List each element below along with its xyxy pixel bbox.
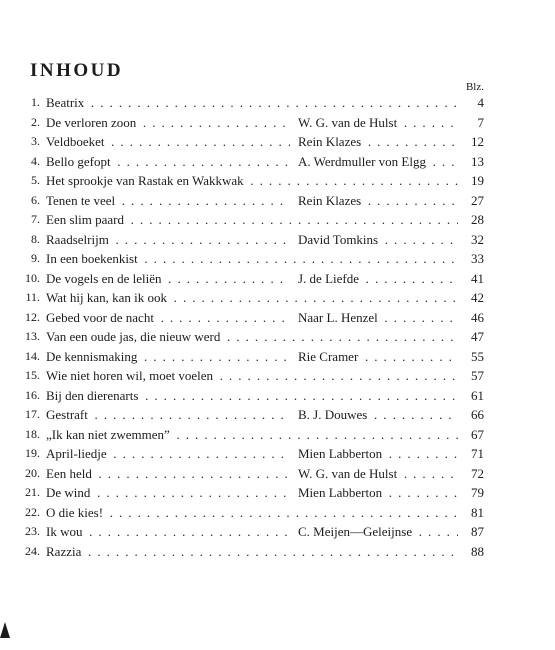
entry-number: 16. [25, 387, 40, 402]
entry-title-leader [46, 171, 458, 191]
entry-page-number: 33 [471, 251, 484, 266]
entry-author: W. G. van de Hulst [298, 114, 398, 130]
toc-entry [0, 152, 555, 172]
entry-title-leader [46, 347, 290, 367]
table-of-contents [0, 93, 555, 561]
entry-page-number: 7 [477, 114, 484, 130]
entry-title: Wat hij kan, kan ik ook [46, 290, 167, 305]
entry-title-leader [46, 542, 458, 562]
entry-page-number: 57 [471, 368, 484, 383]
toc-entry [0, 249, 555, 269]
entry-title: Raadselrijm [46, 231, 109, 247]
entry-title: Veldboeket [46, 134, 105, 149]
entry-title: De kennismaking [46, 348, 138, 364]
entry-title: Een held [46, 465, 92, 481]
entry-title-leader [46, 464, 290, 484]
entry-page-number: 32 [471, 231, 484, 247]
entry-number: 14. [25, 348, 40, 363]
entry-title-leader [46, 405, 290, 425]
entry-number: 23. [25, 524, 40, 538]
toc-entry [0, 171, 555, 191]
page-corner-mark [0, 622, 10, 638]
entry-title-leader [46, 113, 290, 133]
entry-title-leader [46, 327, 458, 347]
entry-author-leader [298, 405, 458, 425]
entry-title: O die kies! [46, 504, 104, 520]
entry-author: Rein Klazes [298, 134, 362, 149]
entry-number: 11. [25, 290, 40, 304]
entry-author: Mien Labberton [298, 485, 383, 500]
toc-entry [0, 503, 555, 523]
entry-title: Tenen te veel [46, 192, 116, 208]
entry-author-leader [298, 230, 458, 250]
entry-number: 6. [31, 192, 40, 207]
entry-number: 24. [25, 543, 40, 558]
entry-number: 2. [31, 114, 40, 129]
entry-title: „Ik kan niet zwemmen” [46, 426, 170, 442]
entry-author: Naar L. Henzel [298, 309, 378, 325]
entry-author-leader [298, 483, 458, 503]
entry-author-leader [298, 132, 458, 152]
entry-author-leader [298, 522, 458, 542]
entry-author-leader [298, 191, 458, 211]
entry-author-leader [298, 113, 458, 133]
entry-title-leader [46, 483, 290, 503]
entry-title: Bij den dierenarts [46, 387, 139, 403]
entry-page-number: 79 [471, 485, 484, 500]
entry-author: B. J. Douwes [298, 407, 368, 422]
entry-author: Rie Cramer [298, 348, 359, 364]
entry-page-number: 41 [471, 270, 484, 286]
entry-number: 20. [25, 465, 40, 480]
entry-title-leader [46, 191, 290, 211]
entry-title: Gestraft [46, 407, 88, 422]
entry-page-number: 42 [471, 290, 484, 305]
entry-title-leader [46, 386, 458, 406]
entry-page-number: 66 [471, 407, 484, 422]
entry-title-leader [46, 132, 290, 152]
toc-entry [0, 464, 555, 484]
entry-author: Rein Klazes [298, 192, 362, 208]
toc-entry [0, 230, 555, 250]
entry-page-number: 47 [471, 329, 484, 344]
entry-title: Beatrix [46, 95, 85, 110]
toc-entry [0, 522, 555, 542]
entry-title-leader [46, 503, 458, 523]
entry-number: 3. [31, 134, 40, 148]
entry-title-leader [46, 210, 458, 230]
entry-title: Het sprookje van Rastak en Wakkwak [46, 173, 244, 188]
toc-entry [0, 366, 555, 386]
entry-title: De verloren zoon [46, 114, 137, 130]
entry-page-number: 61 [471, 387, 484, 403]
entry-title-leader [46, 93, 458, 113]
toc-entry [0, 386, 555, 406]
entry-number: 21. [25, 485, 40, 499]
entry-page-number: 81 [471, 504, 484, 520]
entry-page-number: 28 [471, 212, 484, 227]
entry-title-leader [46, 366, 458, 386]
entry-author-leader [298, 269, 458, 289]
entry-number: 1. [31, 95, 40, 109]
entry-title: Wie niet horen wil, moet voelen [46, 368, 213, 383]
entry-number: 12. [25, 309, 40, 324]
entry-author-leader [298, 444, 458, 464]
toc-entry [0, 132, 555, 152]
entry-number: 15. [25, 368, 40, 382]
entry-page-number: 55 [471, 348, 484, 364]
entry-author: W. G. van de Hulst [298, 465, 398, 481]
entry-title-leader [46, 230, 290, 250]
entry-number: 8. [31, 231, 40, 246]
entry-page-number: 72 [471, 465, 484, 481]
entry-title-leader [46, 444, 290, 464]
entry-page-number: 19 [471, 173, 484, 188]
entry-title: Gebed voor de nacht [46, 309, 154, 325]
entry-title-leader [46, 288, 458, 308]
toc-entry [0, 210, 555, 230]
entry-title-leader [46, 522, 290, 542]
entry-number: 18. [25, 426, 40, 441]
entry-title-leader [46, 249, 458, 269]
entry-number: 19. [25, 446, 40, 460]
toc-entry [0, 425, 555, 445]
page-column-label: Blz. [465, 81, 484, 93]
entry-number: 5. [31, 173, 40, 187]
entry-author-leader [298, 464, 458, 484]
toc-entry [0, 483, 555, 503]
entry-page-number: 67 [471, 426, 484, 442]
entry-number: 10. [25, 270, 40, 285]
entry-title-leader [46, 152, 290, 172]
toc-entry [0, 327, 555, 347]
entry-title-leader [46, 425, 458, 445]
entry-author: C. Meijen—Geleijnse [298, 524, 413, 539]
entry-author: J. de Liefde [298, 270, 360, 286]
toc-entry [0, 93, 555, 113]
entry-number: 9. [31, 251, 40, 265]
entry-number: 17. [25, 407, 40, 421]
entry-page-number: 46 [471, 309, 484, 325]
entry-page-number: 71 [471, 446, 484, 461]
toc-entry [0, 113, 555, 133]
toc-entry [0, 405, 555, 425]
entry-page-number: 87 [471, 524, 484, 539]
entry-title: De wind [46, 485, 91, 500]
entry-title-leader [46, 269, 290, 289]
toc-entry [0, 444, 555, 464]
page-title: INHOUD [30, 60, 124, 81]
entry-title: Bello gefopt [46, 153, 111, 169]
entry-title: Ik wou [46, 524, 83, 539]
entry-title: Een slim paard [46, 212, 124, 227]
entry-page-number: 27 [471, 192, 484, 208]
entry-number: 22. [25, 504, 40, 519]
entry-number: 13. [25, 329, 40, 343]
entry-page-number: 4 [477, 95, 484, 110]
entry-author-leader [298, 347, 458, 367]
toc-entry [0, 542, 555, 562]
entry-title: Razzia [46, 543, 82, 559]
toc-entry [0, 269, 555, 289]
toc-entry [0, 288, 555, 308]
entry-page-number: 12 [471, 134, 484, 149]
entry-author: Mien Labberton [298, 446, 383, 461]
entry-author: David Tomkins [298, 231, 379, 247]
entry-number: 7. [31, 212, 40, 226]
entry-page-number: 13 [471, 153, 484, 169]
toc-entry [0, 191, 555, 211]
entry-author-leader [298, 152, 458, 172]
entry-title: April-liedje [46, 446, 107, 461]
entry-number: 4. [31, 153, 40, 168]
entry-title: In een boekenkist [46, 251, 138, 266]
entry-page-number: 88 [471, 543, 484, 559]
toc-entry [0, 308, 555, 328]
entry-author: A. Werdmuller von Elgg [298, 153, 426, 169]
toc-entry [0, 347, 555, 367]
entry-title: De vogels en de leliën [46, 270, 162, 286]
entry-author-leader [298, 308, 458, 328]
entry-title: Van een oude jas, die nieuw werd [46, 329, 221, 344]
entry-title-leader [46, 308, 290, 328]
